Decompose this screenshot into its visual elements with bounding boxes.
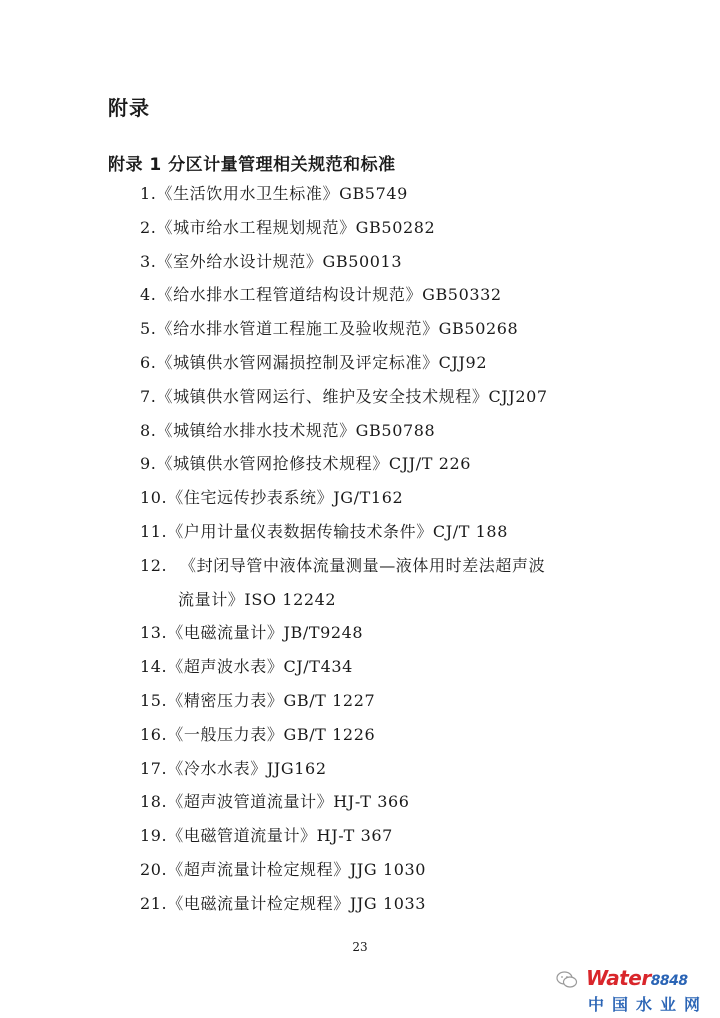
item-number: 10. [140,488,168,508]
item-number: 13. [140,623,168,643]
list-item [140,556,640,576]
item-text: 《电磁流量计检定规程》JJG 1033 [167,893,427,913]
item-number: 16. [140,724,168,744]
item-number: 15. [140,691,168,710]
item-text: 《电磁流量计》JB/T9248 [167,623,364,643]
list-item [140,319,640,339]
item-text: 《城镇给水排水技术规范》GB50788 [156,420,436,440]
item-text: 《城镇供水管网抢修技术规程》CJJ/T 226 [156,454,472,474]
item-text: 《室外给水设计规范》GB50013 [156,251,403,271]
item-text: 《一般压力表》GB/T 1226 [167,724,376,744]
list-item [140,454,640,474]
item-number: 21. [140,893,168,913]
item-text: 《精密压力表》GB/T 1227 [167,691,376,710]
list-item [140,218,640,238]
item-number: 17. [140,758,168,778]
logo-brand-blue: 8848 [650,973,688,989]
item-number: 12. [140,555,168,575]
list-item [140,353,640,373]
item-text: 《超声波管道流量计》HJ-T 366 [167,792,410,812]
list-item [140,691,640,711]
wechat-icon [556,970,578,990]
item-text: 《超声波水表》CJ/T434 [167,657,353,677]
item-number: 1. [140,184,157,203]
list-item [140,488,640,508]
list-item [140,522,640,542]
item-number: 19. [140,826,168,846]
item-text: 《给水排水工程管道结构设计规范》GB50332 [156,285,502,305]
list-item [140,623,640,643]
list-item [140,184,640,204]
list-item [140,826,640,846]
section-title: 附录 1 分区计量管理相关规范和标准 [108,155,396,175]
item-number: 3. [140,251,157,271]
item-number: 18. [140,792,168,812]
list-item [140,725,640,745]
list-item [140,894,640,914]
list-item [140,792,640,812]
list-item [140,387,640,407]
watermark-logo [586,966,716,1014]
list-item [140,759,640,779]
item-number: 8. [140,420,157,440]
logo-brand-red: Water [586,966,651,990]
page-number: 23 [352,940,368,954]
list-item [140,657,640,677]
item-text: 《城市给水工程规划规范》GB50282 [156,217,436,237]
item-number: 5. [140,319,157,339]
page-heading: 附录 [108,96,150,120]
item-text: 《住宅远传抄表系统》JG/T162 [167,488,404,508]
item-number: 6. [140,353,157,372]
item-text: 《生活饮用水卫生标准》GB5749 [156,184,408,203]
item-text: 《超声流量计检定规程》JJG 1030 [167,860,427,879]
item-text: 《户用计量仪表数据传输技术条件》CJ/T 188 [167,522,508,541]
item-text: 《冷水水表》JJG162 [167,758,327,778]
item-text: 《电磁管道流量计》HJ-T 367 [167,826,393,846]
item-continuation: 流量计》ISO 12242 [178,589,337,609]
item-number: 14. [140,657,168,677]
list-item [140,285,640,305]
item-number: 4. [140,285,157,305]
item-text: 《城镇供水管网漏损控制及评定标准》CJJ92 [156,353,488,372]
item-number: 2. [140,217,157,237]
list-item [140,421,640,441]
item-text: 《封闭导管中液体流量测量—液体用时差法超声波 [180,555,546,575]
logo-chinese-name: 中国水业网 [588,995,709,1014]
item-number: 20. [140,860,168,879]
item-number: 7. [140,386,157,406]
item-text: 《给水排水管道工程施工及验收规范》GB50268 [156,319,519,339]
list-item [140,860,640,880]
item-text: 《城镇供水管网运行、维护及安全技术规程》CJJ207 [156,386,548,406]
item-number: 11. [140,522,168,541]
list-item [140,252,640,272]
item-number: 9. [140,454,157,474]
